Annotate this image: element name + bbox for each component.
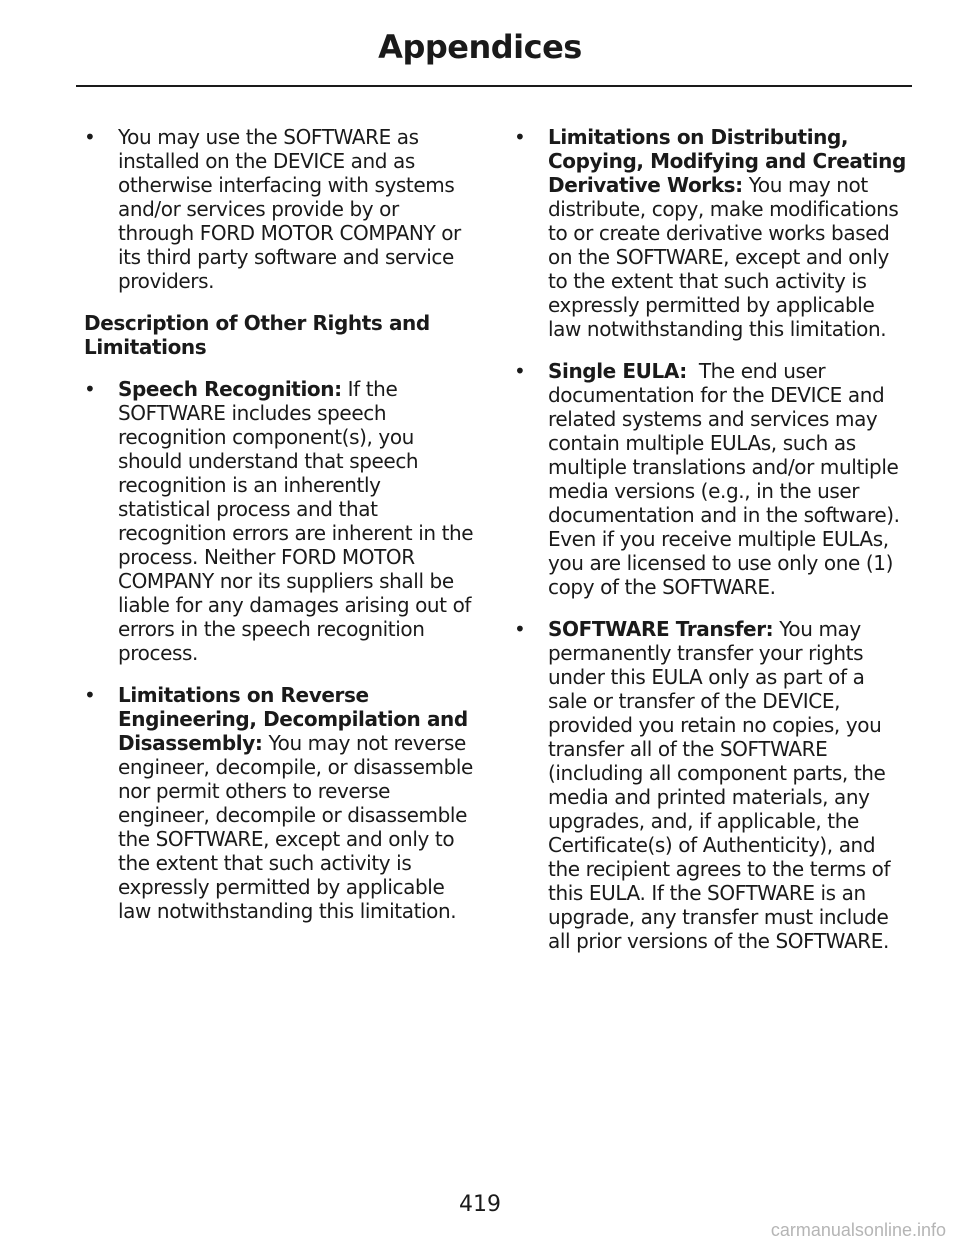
bullet-icon: • <box>514 125 526 149</box>
list-item-reverse-engineering <box>84 683 476 923</box>
header-divider <box>76 85 912 87</box>
list-item-text: If the SOFTWARE includes speech recognition component(s), you should understand that speech recognition is an inherently statistical process and that recognition errors are inherent in the process. Neither FORD MOTOR COMPANY nor its suppliers shall be liable for any damages arising out of errors in the speech recognition process. <box>118 377 474 665</box>
page-number: 419 <box>459 1192 501 1217</box>
list-item-distributing <box>514 125 906 341</box>
bullet-icon: • <box>84 377 96 401</box>
watermark: carmanualsonline.info <box>770 1220 946 1240</box>
list-item-term: Speech Recognition: <box>118 377 342 401</box>
left-column <box>84 125 476 941</box>
right-column <box>514 125 906 971</box>
bullet-icon: • <box>84 125 96 149</box>
list-item-single-eula <box>514 359 906 599</box>
list-item-text: You may permanently transfer your rights under this EULA only as part of a sale or transfer of the DEVICE, provided you retain no copies, you transfer all of the SOFTWARE (including all component parts, the media and printed materials, any upgrades, and, if applicable, the Certificate(s) of Authenticity), and the recipient agrees to the terms of this EULA. If the SOFTWARE is an upgrade, any transfer must include all prior versions of the SOFTWARE. <box>548 617 891 953</box>
list-item-intro <box>84 125 476 293</box>
list-item-text: The end user documentation for the DEVICE and related systems and services may contain multiple EULAs, such as multiple translations and/or multiple media versions (e.g., in the user documentation and in the software). Even if you receive multiple EULAs, you are licensed to use only one (1) copy of the SOFTWARE. <box>548 359 906 599</box>
list-item-term: Limitations on Reverse Engineering, Decompilation and Disassembly: <box>118 683 468 755</box>
bullet-icon: • <box>514 617 526 641</box>
bullet-icon: • <box>84 683 96 707</box>
list-item-term: SOFTWARE Transfer: <box>548 617 774 641</box>
list-item-text: You may use the SOFTWARE as installed on the DEVICE and as otherwise interfacing with systems and/or services provide by or through FORD MOTOR COMPANY or its third party software and service providers. <box>118 125 461 293</box>
list-item-term: Single EULA: <box>548 359 687 383</box>
list-item-text: You may not reverse engineer, decompile, or disassemble nor permit others to reverse engineer, decompile or disassemble the SOFTWARE, except and only to the extent that such activity is expressly permitted by applicable law notwithstanding this limitation. <box>118 731 473 923</box>
list-item-term: Limitations on Distributing, Copying, Modifying and Creating Derivative Works: <box>548 125 906 197</box>
page-title: Appendices <box>378 28 582 66</box>
section-heading: Description of Other Rights and Limitations <box>84 311 430 359</box>
bullet-icon: • <box>514 359 526 383</box>
list-item-text: You may not distribute, copy, make modifications to or create derivative works based on the SOFTWARE, except and only to the extent that such activity is expressly permitted by applicable law notwithstanding this limitation. <box>548 173 899 341</box>
list-item-software-transfer <box>514 617 906 953</box>
list-item-speech-recognition <box>84 377 476 665</box>
